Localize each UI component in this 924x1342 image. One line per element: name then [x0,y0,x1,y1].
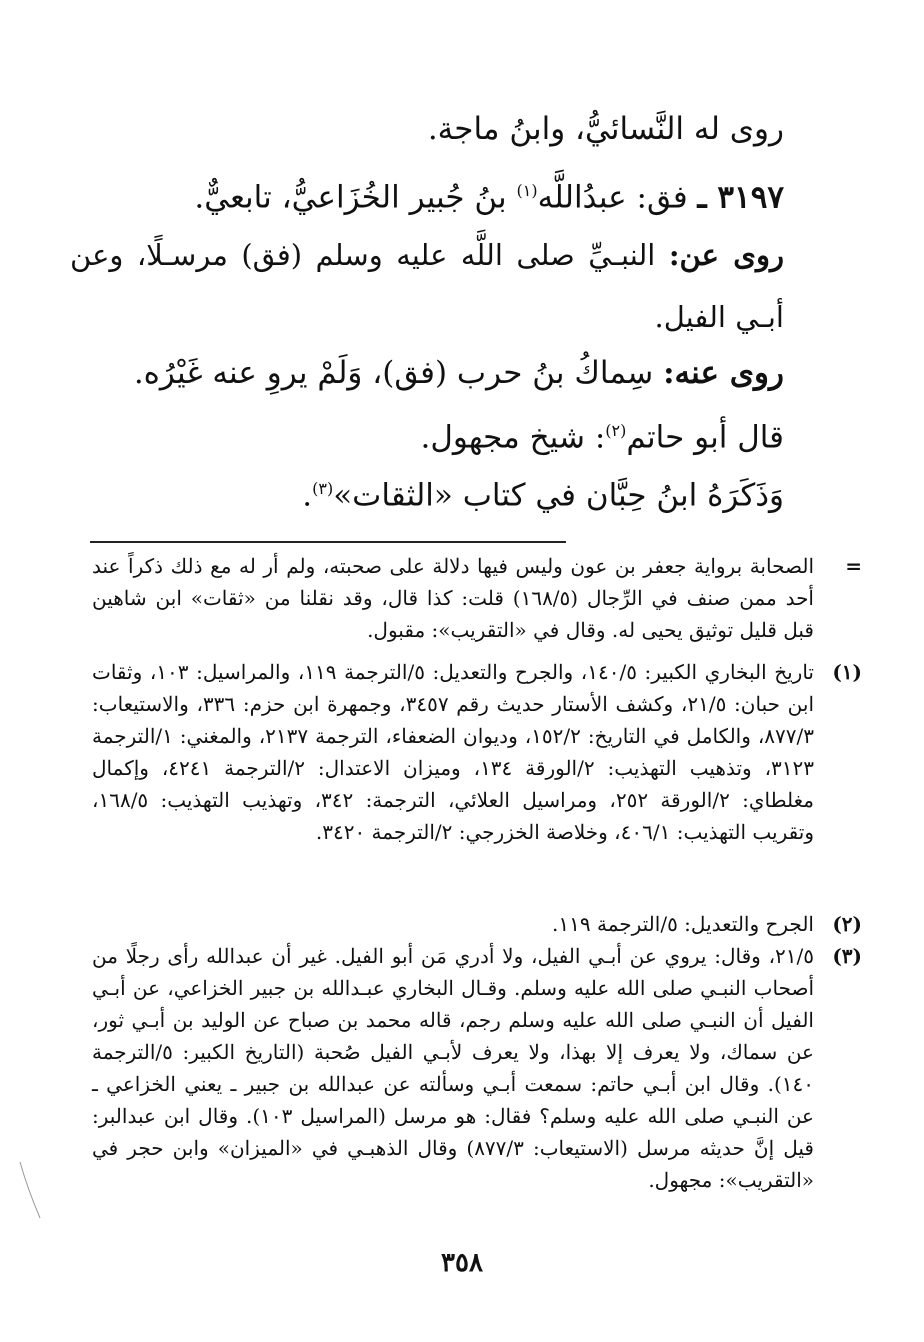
ibn-hibban-text-start: وَذَكَرَهُ ابنُ حِبَّان في كتاب «الثقات» [333,477,784,514]
footnote-mark: (٣) [832,944,862,968]
entry-name-start: فق: عبدُاللَّه [537,179,688,216]
page-number: ٣٥٨ [441,1248,483,1278]
footnote-2 [92,908,862,940]
narrated-from-label: روى عن: [668,238,784,272]
footnote-3 [92,940,862,1196]
footnote-continuation-mark: = [845,554,862,578]
footnote-text: ٢١/٥، وقال: يروي عن أبـي الفيل، ولا أدري مَن أبو الفيل. غير أن عبدالله رأى رجلًا من أصحاب النبـي صلى الله عليه وسلم. وقـال البخاري عبـدالله بن جبير الخزاعي، عن أبـي الفيل أن النبـي صلى الله عليه وسلم رجم، قاله محمد بن صباح عن الوليد بن أبـي ثور، عن سماك، ولا يعرف إلا بهذا، ولا يعرف لأبـي الفيل صُحبة (التاريخ الكبير: ٥/الترجمة ١٤٠). وقال ابن أبـي حاتم: سمعت أبـي وسألته عن عبدالله بن جبير ـ يعني الخزاعي ـ عن النبـي صلى الله عليه وسلم؟ فقال: هو مرسل (المراسيل ١٠٣). وقال ابن عبدالبر: قيل إنَّ حديثه مرسل (الاستيعاب: ٨٧٧/٣) وقال الذهبـي في «الميزان» وابن حجر في «التقريب»: مجهول. [92,944,814,1192]
footnote-1 [92,656,862,848]
narrators-from-him-line [80,342,784,404]
narrators-from-him-text: سِماكُ بنُ حرب (فق)، وَلَمْ يروِ عنه غَيْرُه. [133,355,664,391]
footnote-ref-2[interactable]: (٢) [605,421,627,440]
footnote-mark: (٢) [832,912,862,936]
footnote-mark: (١) [832,660,862,684]
abu-hatim-text-start: قال أبو حاتم [626,419,784,456]
footnote-ref-1[interactable]: (١) [516,181,538,200]
narrated-by-text: روى له النَّسائيُّ، وابنُ ماجة. [427,111,784,147]
ibn-hibban-text-end: . [302,477,313,514]
entry-heading [80,160,784,228]
narrated-from-paragraph [70,224,784,348]
ibn-hibban-line [80,458,784,526]
entry-number: ٣١٩٧ ـ [697,179,784,216]
scan-margin-mark [18,1160,58,1220]
footnote-separator [90,541,566,543]
footnote-text: تاريخ البخاري الكبير: ١٤٠/٥، والجرح والتعديل: ٥/الترجمة ١١٩، والمراسيل: ١٠٣، وثقات ابن حبان: ٢١/٥، وكشف الأستار حديث رقم ٣٤٥٧، وجمهرة ابن حزم: ٣٣٦، والاستيعاب: ٨٧٧/٣، والكامل في التاريخ: ١٥٢/٢، وديوان الضعفاء، الترجمة ٢١٣٧، والمغني: ١/الترجمة ٣١٢٣، وتذهيب التهذيب: ٢/الورقة ١٣٤، وميزان الاعتدال: ٢/الترجمة ٤٢٤١، وإكمال مغلطاي: ٢/الورقة ٢٥٢، ومراسيل العلائي، الترجمة: ٣٤٢، وتهذيب التهذيب: ١٦٨/٥، وتقريب التهذيب: ٤٠٦/١، وخلاصة الخزرجي: ٢/الترجمة ٣٤٢٠. [92,660,815,844]
footnote-ref-3[interactable]: (٣) [312,479,334,498]
abu-hatim-text-end: : شيخ مجهول. [420,419,606,456]
footnote-text: الجرح والتعديل: ٥/الترجمة ١١٩. [552,912,814,936]
footnote-continued [92,550,862,646]
narrators-from-him-label: روى عنه: [663,355,784,391]
narrated-by-line [80,98,784,160]
narrated-from-text: النبـيِّ صلى اللَّه عليه وسلم (فق) مرسـلًا، وعن أبـي الفيل. [70,238,784,334]
entry-name-end: بنُ جُبير الخُزَاعيُّ، تابعيٌّ. [194,179,517,216]
footnote-text: الصحابة برواية جعفر بن عون وليس فيها دلالة على صحبته، ولم أر له مع ذلك ذكراً عند أحد ممن صنف في الرِّجال (١٦٨/٥) قلت: كذا قال، وقد نقلنا من «ثقات» ابن شاهين قبل قليل توثيق يحيى له. وقال في «التقريب»: مقبول. [92,554,814,642]
